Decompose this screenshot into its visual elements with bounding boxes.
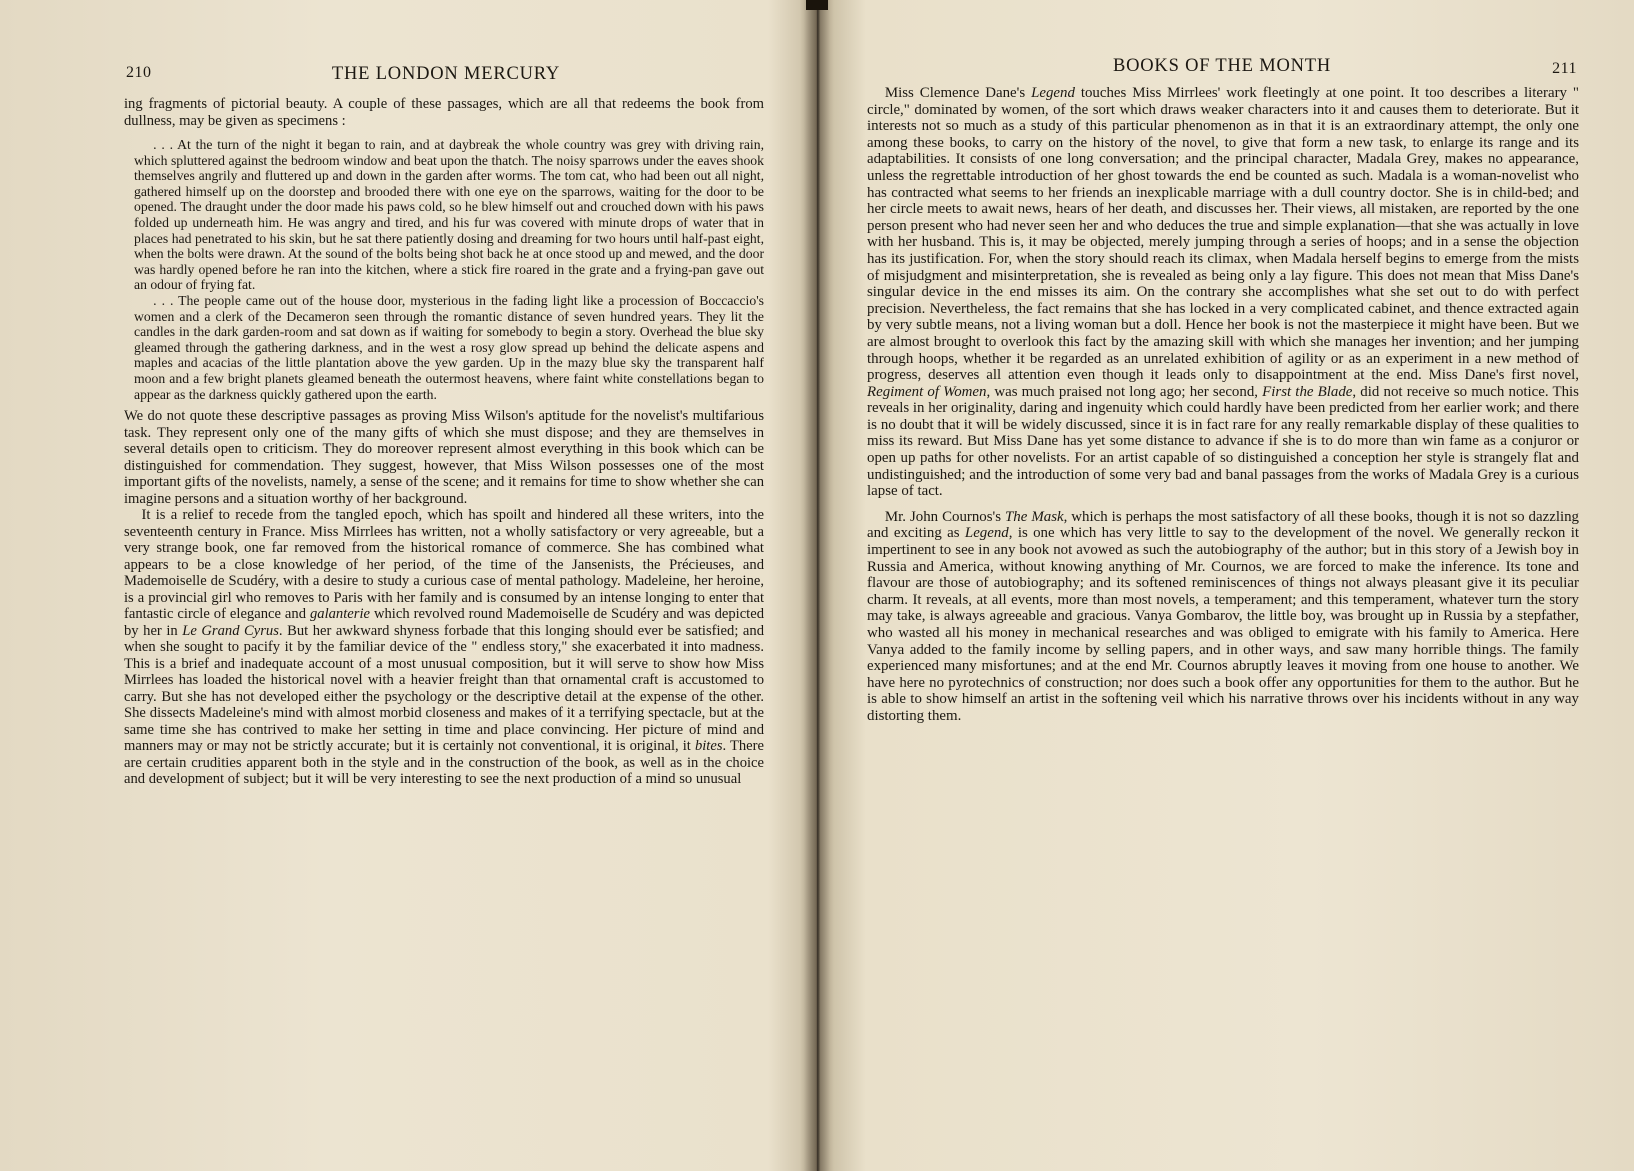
left-block-quote [134, 137, 764, 402]
text-run: It is a relief to recede from the tangled epoch, which has spoilt and hindered all these writers, into the seventeenth century in France. Miss Mirrlees has written, not a wholly satisfactory or very agreeable, but a very strange book, one far removed from the historical romance of commerce. She has combined what appears to be a close knowledge of her period, of the time of the Jansenists, the Précieuses, and Mademoiselle de Scudéry, with a desire to study a curious case of mental pathology. Madeleine, her heroine, is a provincial girl who removes to Paris with her family and is consumed by an intense longing to enter that fantastic circle of elegance and [124, 507, 764, 623]
text-run: Miss Clemence Dane's [884, 85, 1032, 101]
text-run: , was much praised not long ago; her second, [986, 383, 1263, 400]
quote-paragraph-2: . . . The people came out of the house door, mysterious in the fading light like a procession of Boccaccio's women and a clerk of the Decameron seen through the romantic distance of seven hundred years. They lit the candles in the dark garden-room and sat down as if waiting for somebody to begin a story. Overhead the blue sky gleamed through the gathering darkness, and in the west a rosy glow spread up behind the delicate aspens and maples and acacias of the little plantation above the yew garden. Up in the mazy blue sky the transparent half moon and a few bright planets gleamed beneath the outermost heavens, where faint white constellations began to appear as the darkness quickly gathered upon the earth. [134, 292, 764, 402]
italic-title: Le Grand Cyrus [182, 622, 279, 639]
text-run: , which is perhaps the most satisfactory of all these books, though it is not so dazzling and exciting as [867, 508, 1579, 542]
text-run: . There are certain crudities apparent both in the style and in the construction of the book, as well as in the choice and development of subject; but it will be very interesting to see the next production of a mind so unusual [124, 738, 764, 788]
left-opening-paragraph: ing fragments of pictorial beauty. A couple of these passages, which are all that redeems the book from dullness, may be given as specimens : [124, 96, 764, 129]
right-running-head: BOOKS OF THE MONTH [1112, 56, 1332, 76]
quote-paragraph-1: . . . At the turn of the night it began to rain, and at daybreak the whole country was grey with driving rain, which spluttered against the bedroom window and beat upon the thatch. The noisy sparrows under the eaves shook themselves angrily and fluttered up and down in the garden after worms. The tom cat, who had been out all night, gathered himself up on the doorstep and brooded there with one eye on the sparrows, waiting for the door to be opened. The draught under the door made his paws cold, so he blew himself out and crouched down with his paws folded up underneath him. He was angry and tired, and his fur was covered with minute drops of water that in places had penetrated to his skin, but he sat there patiently dosing and dreaming for two hours until half-past eight, when the bolts were drawn. At the sound of the bolts being shot back he at once stood up and mewed, and the door was hardly opened before he ran into the kitchen, where a stick fire roared in the grate and a frying-pan gave out an odour of frying fat. [134, 137, 764, 293]
italic-title: galanterie [309, 606, 370, 623]
italic-word: bites [694, 738, 723, 755]
right-paragraph-2 [867, 509, 1579, 725]
left-paragraph-3 [124, 507, 764, 788]
text-run: , is one which has very little to say to the development of the novel. We generally reckon it impertinent to see in any book not avowed as such the autobiography of the author; but in this story of a Jewish boy in Russia and America, without knowing anything of Mr. Cournos, we are forced to make the inference. Its tone and flavour are those of autobiography; and its softened reminiscences of things not always pleasant give it its peculiar charm. It reveals, at all events, more than most novels, a temperament; and this temperament, whatever turn the story may take, is always agreeable and gracious. Vanya Gombarov, the little boy, was brought up in Russia by a stepfather, who wasted all his money in mechanical researches and was obliged to emigrate with his family to America. Here Vanya added to the family income by selling papers, and in other ways, and saw many horrible things. The family experienced many misfortunes; and at the end Mr. Cournos abruptly leaves it moving from one house to another. We have here no pyrotechnics of construction; nor does such a book offer any opportunities for them to the author. But he is able to show himself an artist in the softening veil which his narrative throws over his incidents without in any way distorting them. [867, 525, 1579, 724]
right-page [819, 0, 1634, 1171]
italic-title: The Mask [1005, 508, 1064, 525]
right-page-body [867, 85, 1579, 725]
left-page [0, 0, 815, 1171]
left-page-number: 210 [126, 64, 152, 81]
italic-title: Legend [1031, 85, 1075, 101]
left-paragraph-2: We do not quote these descriptive passages as proving Miss Wilson's aptitude for the novelist's multifarious task. They represent only one of the many gifts of which she must dispose; and they are themselves in several details open to criticism. They do moreover represent almost everything in this book which can be distinguished for commendation. They suggest, however, that Miss Wilson possesses one of the most important gifts of the novelists, namely, a sense of the scene; and it remains for time to show whether she can imagine persons and a situation worthy of her background. [124, 408, 764, 507]
italic-title: First the Blade [1262, 383, 1353, 400]
text-run: which revolved round Mademoiselle de Scudéry and was depicted by her in [124, 606, 765, 639]
right-paragraph-1 [867, 85, 1579, 500]
italic-title: Legend [964, 525, 1009, 542]
text-run: touches Miss Mirrlees' work fleetingly at one point. It too describes a literary " circle," dominated by women, of the sort which draws weaker characters into it and causes them to deteriorate. But it interests not so much as a study of this particular phenomenon as in that it is an extraordinary attempt, the only one among these books, to carry on the history of the novel, to give that form a new task, to enlarge its range and its adaptabilities. It consists of one long conversation; and the principal character, Madala Grey, makes no appearance, unless the regrettable introduction of her ghost towards the end be counted as such. Madala is a woman-novelist who has contracted what seems to her friends an inexplicable marriage with a dull country doctor. She is in child-bed; and her circle meets to await news, hears of her death, and discusses her. Their views, all mistaken, are reported by the one person present who had never seen her and who deduces the true and simple explanation—that she was actually in love with her husband. This is, it may be objected, merely jumping through a series of hoops; and in a sense the objection has its justification. For, when the story should reach its climax, when Madala herself begins to emerge from the mists of misjudgment and misinterpretation, she is revealed as being only a lay figure. This does not mean that Miss Dane's singular device in the end misses its aim. On the contrary she accomplishes what she set out to do with perfect precision. Nevertheless, the fact remains that she has locked in a very complicated cabinet, and thence extracted again by very subtle means, not a living woman but a doll. Hence her book is not the masterpiece it might have been. But we are almost brought to overlook this fact by the amazing skill with which she manages her invention; and her jumping through hoops, whether it be regarded as an unrelated exhibition of agility or as an experiment in a new method of progress, deserves all attention even though it leads only to disappointment at the end. Miss Dane's first novel, [867, 85, 1579, 384]
left-running-head: THE LONDON MERCURY [331, 64, 561, 84]
text-run: Mr. John Cournos's [884, 508, 1006, 525]
text-run: , did not receive so much notice. This reveals in her originality, daring and ingenuity which could hardly have been predicted from her earlier work; and there is no doubt that it will be widely discussed, since it is in fact rare for any really remarkable display of these qualities to miss its reward. But Miss Dane has yet some distance to advance if she is to do more than win fame as a conjuror or open up paths for other novelists. For an artist capable of so distinguished a conception her style is strangely flat and undistinguished; and the introduction of some very bad and banal passages from the works of Madala Grey is a curious lapse of tact. [867, 383, 1579, 500]
text-run: . But her awkward shyness forbade that this longing should ever be satisfied; and when she sought to pacify it by the familiar device of the " endless story," she exacerbated it into madness. This is a brief and inadequate account of a most unusual composition, but it will serve to show how Miss Mirrlees has loaded the historical novel with a heavier freight than that ornamental craft is accustomed to carry. But she has not developed either the psychology or the descriptive detail at the expense of the other. She dissects Madeleine's mind with almost morbid closeness and makes of it a terrifying spectacle, but at the same time she has contrived to make her setting in time and place convincing. Her picture of mind and manners may or may not be strictly accurate; but it is certainly not conventional, it is original, it [124, 622, 764, 755]
italic-title: Regiment of Women [867, 383, 987, 400]
left-page-body [124, 96, 764, 788]
right-page-number: 211 [1552, 60, 1577, 77]
left-page-header [126, 62, 766, 92]
